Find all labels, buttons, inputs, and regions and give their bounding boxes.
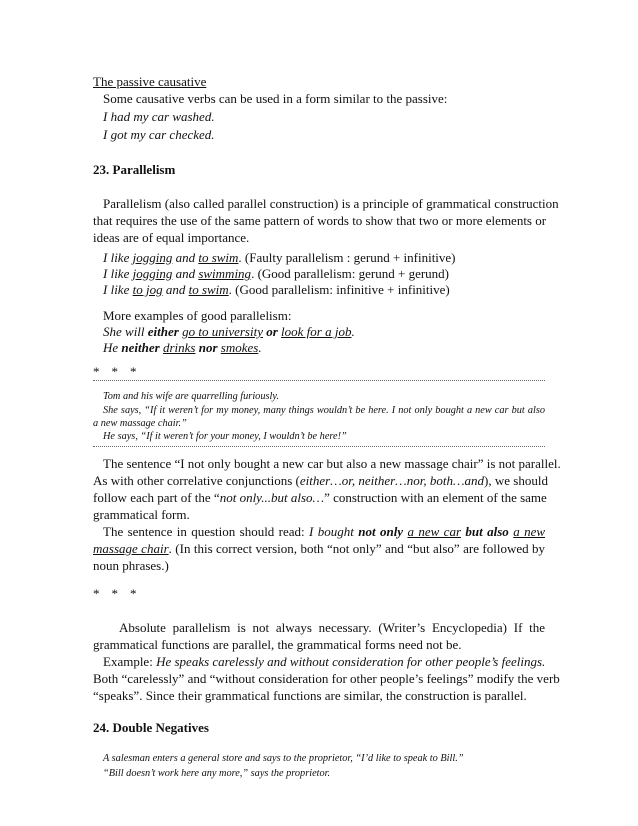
text: He (103, 340, 122, 355)
explanation-line-2 (93, 473, 548, 489)
double-negatives-line-2: “Bill doesn’t work here any more,” says the proprietor. (103, 768, 331, 779)
italic-term: I bought (309, 524, 359, 539)
anecdote-line-3: a new massage chair.” (93, 418, 187, 429)
text: I like (103, 266, 133, 281)
parallelism-definition-3: ideas are of equal importance. (93, 230, 250, 245)
passive-example-1: I had my car washed. (103, 109, 215, 124)
text: ), we should (484, 473, 548, 488)
parallelism-definition-2: that requires the use of the same pattern of words to show that two or more elements or (93, 213, 547, 228)
explanation-line-4: grammatical form. (93, 507, 190, 522)
more-examples-label: More examples of good parallelism: (103, 308, 292, 323)
underlined-term: a new car (407, 524, 462, 539)
absolute-line-3 (93, 654, 555, 670)
asterisk: * (130, 586, 137, 601)
explanation-line-7: noun phrases.) (93, 558, 169, 573)
underlined-term: look for a job (281, 324, 352, 339)
bold-term: but also (465, 524, 509, 539)
passive-example-2: I got my car checked. (103, 127, 215, 142)
bold-term: not only (358, 524, 404, 539)
text: She will (103, 324, 148, 339)
anecdote-line-4: He says, “If it weren’t for your money, I wouldn’t be here!” (103, 431, 347, 442)
neither-nor-example (93, 340, 555, 356)
italic-term: He speaks carelessly and without consideration for other people’s feelings. (156, 654, 546, 669)
text: As with other correlative conjunctions ( (93, 473, 300, 488)
section-heading-parallelism: 23. Parallelism (93, 162, 176, 177)
explanation-line-5 (93, 524, 545, 540)
bold-term: nor (198, 340, 218, 355)
underlined-term: jogging (132, 266, 173, 281)
underlined-term: smokes (220, 340, 259, 355)
text: and (172, 266, 199, 281)
asterisk: * (93, 586, 100, 601)
asterisk: * (93, 364, 100, 379)
explanation-line-6 (93, 541, 545, 557)
underlined-term: swimming (198, 266, 252, 281)
parallelism-definition-1: Parallelism (also called parallel construction) is a principle of grammatical construction (103, 196, 559, 211)
underlined-term: massage chair (93, 541, 169, 556)
bold-term: or (266, 324, 278, 339)
explanation-line-1: The sentence “I not only bought a new car but also a new massage chair” is not parallel. (103, 456, 561, 471)
good-parallelism-example-1 (93, 266, 555, 282)
dotted-divider-top (93, 380, 545, 381)
text: . (258, 340, 262, 355)
underlined-term: to swim (188, 282, 229, 297)
bold-term: neither (121, 340, 160, 355)
text: . (351, 324, 355, 339)
text: . (Good parallelism: gerund + gerund) (251, 266, 450, 281)
double-negatives-line-1: A salesman enters a general store and says to the proprietor, “I’d like to speak to Bill.” (103, 753, 464, 764)
bold-term: either (147, 324, 179, 339)
underlined-term: to jog (132, 282, 163, 297)
separator-1 (93, 364, 545, 380)
text: The sentence in question should read: (103, 524, 310, 539)
passive-heading: The passive causative (93, 74, 207, 89)
italic-term: not only...but also… (219, 490, 325, 505)
text: follow each part of the “ (93, 490, 220, 505)
separator-2 (93, 586, 545, 602)
underlined-term: to swim (198, 250, 239, 265)
absolute-line-5: “speaks”. Since their grammatical functions are similar, the construction is parallel. (93, 688, 527, 703)
good-parallelism-example-2 (93, 282, 555, 298)
text: ” construction with an element of the same (324, 490, 547, 505)
passive-intro: Some causative verbs can be used in a form similar to the passive: (103, 91, 448, 106)
text: I like (103, 250, 133, 265)
underlined-term: drinks (162, 340, 196, 355)
absolute-line-4: Both “carelessly” and “without consideration for other people’s feelings” modify the verb (93, 671, 560, 686)
either-or-example (93, 324, 555, 340)
asterisk: * (111, 586, 118, 601)
text: Example: (103, 654, 157, 669)
faulty-parallelism-example (93, 250, 555, 266)
anecdote-line-1: Tom and his wife are quarrelling furiously. (103, 391, 279, 402)
anecdote-line-2: She says, “If it weren’t for my money, many things wouldn’t be here. I not only bought a new car but also (103, 405, 545, 416)
text: I like (103, 282, 133, 297)
underlined-term: jogging (132, 250, 173, 265)
absolute-line-1: Absolute parallelism is not always necessary. (Writer’s Encyclopedia) If the (119, 620, 545, 635)
asterisk: * (130, 364, 137, 379)
underlined-term: a new (513, 524, 546, 539)
section-heading-double-negatives: 24. Double Negatives (93, 720, 209, 735)
underlined-term: go to university (182, 324, 263, 339)
explanation-line-3 (93, 490, 545, 506)
text: . (Faulty parallelism : gerund + infinitive) (238, 250, 456, 265)
italic-term: either…or, neither…nor, both…and (299, 473, 485, 488)
text: . (In this correct version, both “not only” and “but also” are followed by (168, 541, 546, 556)
text: . (Good parallelism: infinitive + infinitive) (228, 282, 450, 297)
dotted-divider-bottom (93, 446, 545, 447)
text: and (162, 282, 189, 297)
text: and (172, 250, 199, 265)
asterisk: * (111, 364, 118, 379)
absolute-line-2: grammatical functions are parallel, the grammatical forms need not be. (93, 637, 462, 652)
